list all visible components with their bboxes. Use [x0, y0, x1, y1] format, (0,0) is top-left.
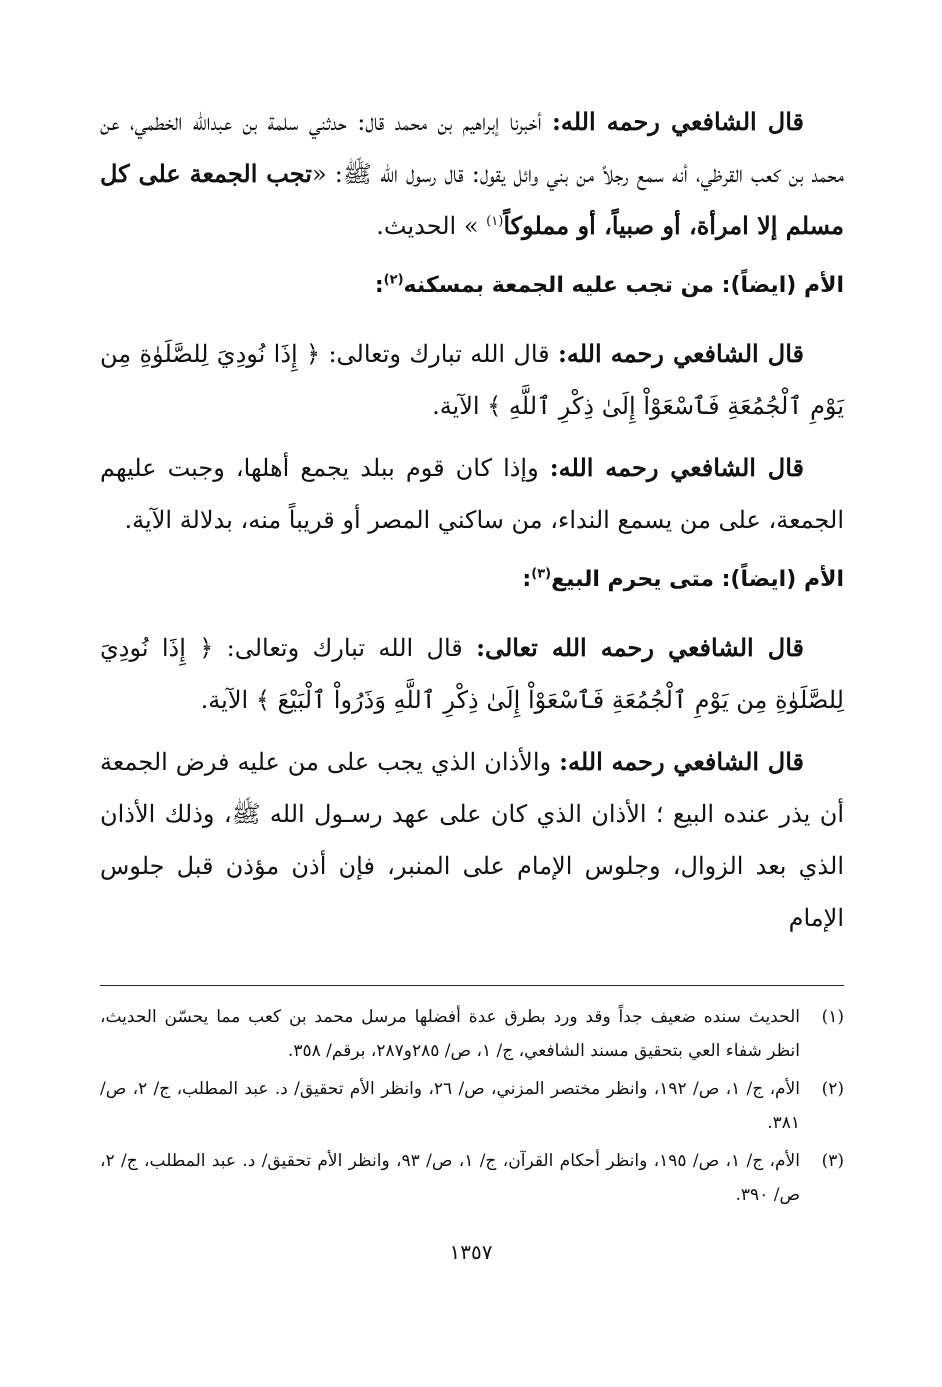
paragraph-5 [100, 736, 844, 944]
page-number: ١٣٥٧ [449, 1240, 493, 1264]
paragraph-text-end: » الحديث. [376, 212, 487, 240]
paragraph-text: قال الله تبارك وتعالى: ﴿ إِذَا نُودِيَ لِلصَّلَوٰةِ مِن يَوْمِ ٱلْجُمُعَةِ فَٱسْعَوْاْ إِلَىٰ ذِكْرِ ٱللَّهِ وَذَرُواْ ٱلْبَيْعَ ﴾ الآية. [100, 634, 844, 714]
footnote-ref-2[interactable]: (٢) [383, 272, 404, 288]
footnote-ref-3[interactable]: (٣) [531, 566, 552, 582]
paragraph-lead: قال الشافعي رحمه الله: [558, 339, 804, 368]
paragraph-lead: قال الشافعي رحمه الله: [559, 747, 804, 776]
footnote-3 [100, 1144, 844, 1212]
paragraph-lead: قال الشافعي رحمه الله: [549, 453, 804, 482]
footnote-2 [100, 1072, 844, 1140]
paragraph-lead: قال الشافعي رحمه الله: [552, 107, 804, 136]
section-heading-2 [100, 556, 844, 604]
paragraph-3 [100, 442, 844, 546]
footnote-number: (٢) [821, 1079, 844, 1099]
section-heading-1 [100, 262, 844, 310]
footnote-text: الحديث سنده ضعيف جداً وقد ورد بطرق عدة أفضلها مرسل محمد بن كعب مما يحسّن الحديث، انظر شفاء العي بتحقيق مسند الشافعي، ج/ ١، ص/ ٢٨٥و٢٨٧، برقم/ ٣٥٨. [100, 1007, 800, 1061]
heading-colon: : [522, 567, 532, 592]
footnote-number: (١) [821, 1007, 844, 1027]
heading-text: الأم (ايضاً): من تجب عليه الجمعة بمسكنه [403, 273, 844, 298]
paragraph-text: وإذا كان قوم ببلد يجمع أهلها، وجبت عليهم الجمعة، على من يسمع النداء، من ساكني المصر أو قريباً منه، بدلالة الآية. [100, 454, 844, 534]
main-text [100, 96, 844, 954]
footnotes [100, 1000, 844, 1216]
footnote-number: (٣) [821, 1151, 844, 1171]
paragraph-2 [100, 328, 844, 432]
footnote-ref-1[interactable]: (١) [486, 214, 504, 229]
paragraph-text: أخبرنا إبراهيم بن محمد قال: حدثني سلمة بن عبدالله الخطمي، عن محمد بن كعب القرظي، أنه سمع رجلاً من بني وائل يقول: قال رسول الله ﷺ: « [100, 108, 844, 188]
paragraph-lead: قال الشافعي رحمه الله تعالى: [476, 633, 805, 662]
heading-colon: : [374, 273, 384, 298]
paragraph-1 [100, 96, 844, 252]
paragraph-text: قال الله تبارك وتعالى: ﴿ إِذَا نُودِيَ لِلصَّلَوٰةِ مِن يَوْمِ ٱلْجُمُعَةِ فَٱسْعَوْاْ إِلَىٰ ذِكْرِ ٱللَّهِ ﴾ الآية. [100, 340, 844, 420]
heading-text: الأم (ايضاً): متى يحرم البيع [551, 567, 844, 592]
footnote-1 [100, 1000, 844, 1068]
footnote-divider [100, 985, 844, 986]
footnote-text: الأم، ج/ ١، ص/ ١٩٢، وانظر مختصر المزني، ص/ ٢٦، وانظر الأم تحقيق/ د. عبد المطلب، ج/ ٢، ص/ ٣٨١. [100, 1079, 800, 1133]
paragraph-4 [100, 622, 844, 726]
footnote-text: الأم، ج/ ١، ص/ ١٩٥، وانظر أحكام القرآن، ج/ ١، ص/ ٩٣، وانظر الأم تحقيق/ د. عبد المطلب، ج/ ٢، ص/ ٣٩٠. [100, 1151, 800, 1205]
hadith-quote: تجب الجمعة على كل مسلم إلا امرأة، أو صبياً، أو مملوكاً [100, 159, 844, 240]
paragraph-text: والأذان الذي يجب على من عليه فرض الجمعة أن يذر عنده البيع ؛ الأذان الذي كان على عهد رسـول الله ﷺ، وذلك الأذان الذي بعد الزوال، وجلوس الإمام على المنبر، فإن أذن مؤذن قبل جلوس الإمام [100, 748, 844, 932]
